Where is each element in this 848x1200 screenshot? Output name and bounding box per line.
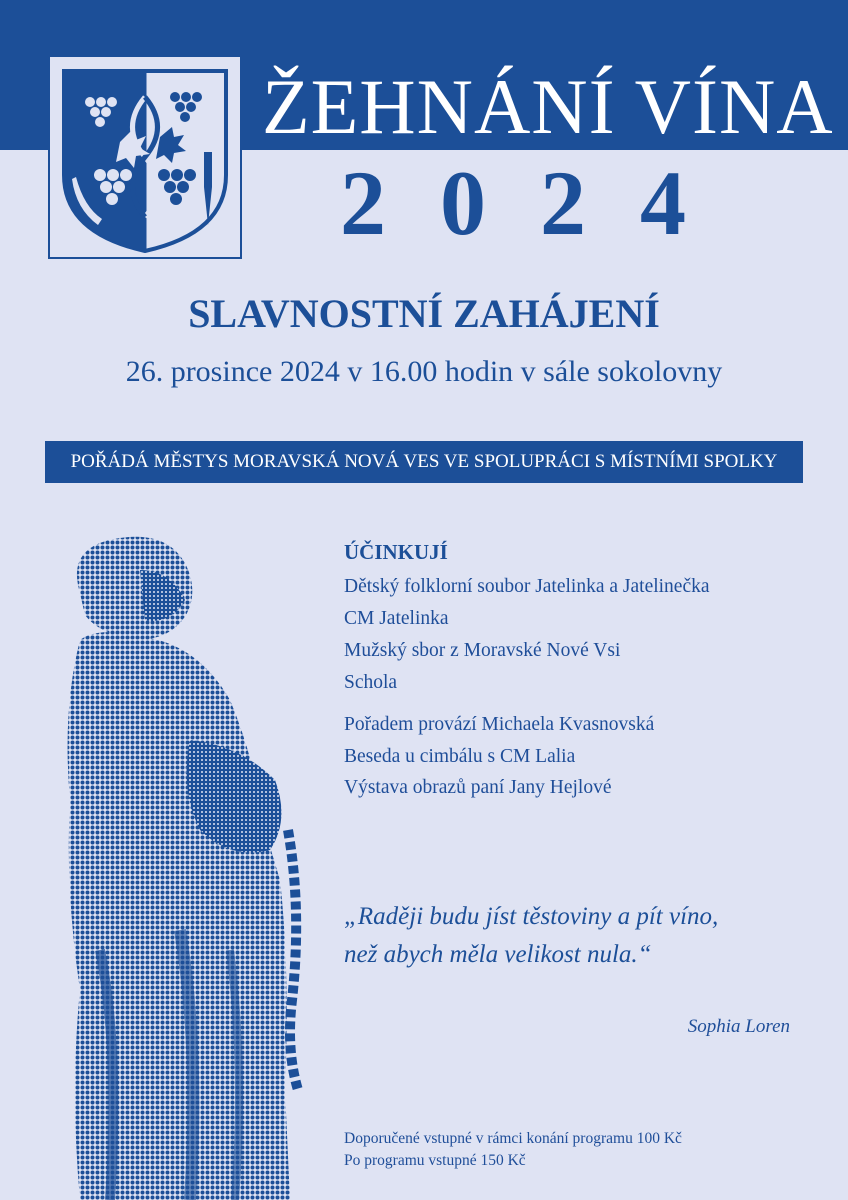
event-title: ŽEHNÁNÍ VÍNA (262, 63, 834, 150)
quote-line: než abych měla velikost nula.“ (344, 941, 652, 968)
list-item: Beseda u cimbálu s CM Lalia (344, 745, 576, 767)
quote-line: „Raději budu jíst těstoviny a pít víno, (344, 903, 719, 930)
coat-of-arms-emblem (48, 55, 242, 259)
program-extras-list (344, 709, 654, 804)
event-datetime: 26. prosince 2024 v 16.00 hodin v sále sokolovny (125, 355, 723, 388)
quote (344, 898, 824, 974)
event-year: 2024 (340, 152, 740, 254)
list-item: Mužský sbor z Moravské Nové Vsi (344, 640, 621, 661)
list-item: Pořadem provází Michaela Kvasnovská (344, 714, 655, 735)
list-item: Schola (344, 672, 398, 693)
statue-illustration (40, 530, 330, 1200)
admission-line: Po programu vstupné 150 Kč (344, 1152, 526, 1169)
admission-info (344, 1128, 682, 1172)
admission-line: Doporučené vstupné v rámci konání programu 100 Kč (344, 1130, 682, 1147)
event-heading: SLAVNOSTNÍ ZAHÁJENÍ (188, 291, 660, 336)
performers-list (344, 571, 710, 699)
quote-author: Sophia Loren (687, 1016, 790, 1037)
list-item: CM Jatelinka (344, 608, 449, 629)
list-item: Výstava obrazů paní Jany Hejlové (344, 777, 612, 798)
performers-title: ÚČINKUJÍ (344, 540, 448, 564)
organizer-banner: POŘÁDÁ MĚSTYS MORAVSKÁ NOVÁ VES VE SPOLUPRÁCI S MÍSTNÍMI SPOLKY (45, 441, 803, 483)
list-item: Dětský folklorní soubor Jatelinka a Jatelinečka (344, 576, 710, 597)
